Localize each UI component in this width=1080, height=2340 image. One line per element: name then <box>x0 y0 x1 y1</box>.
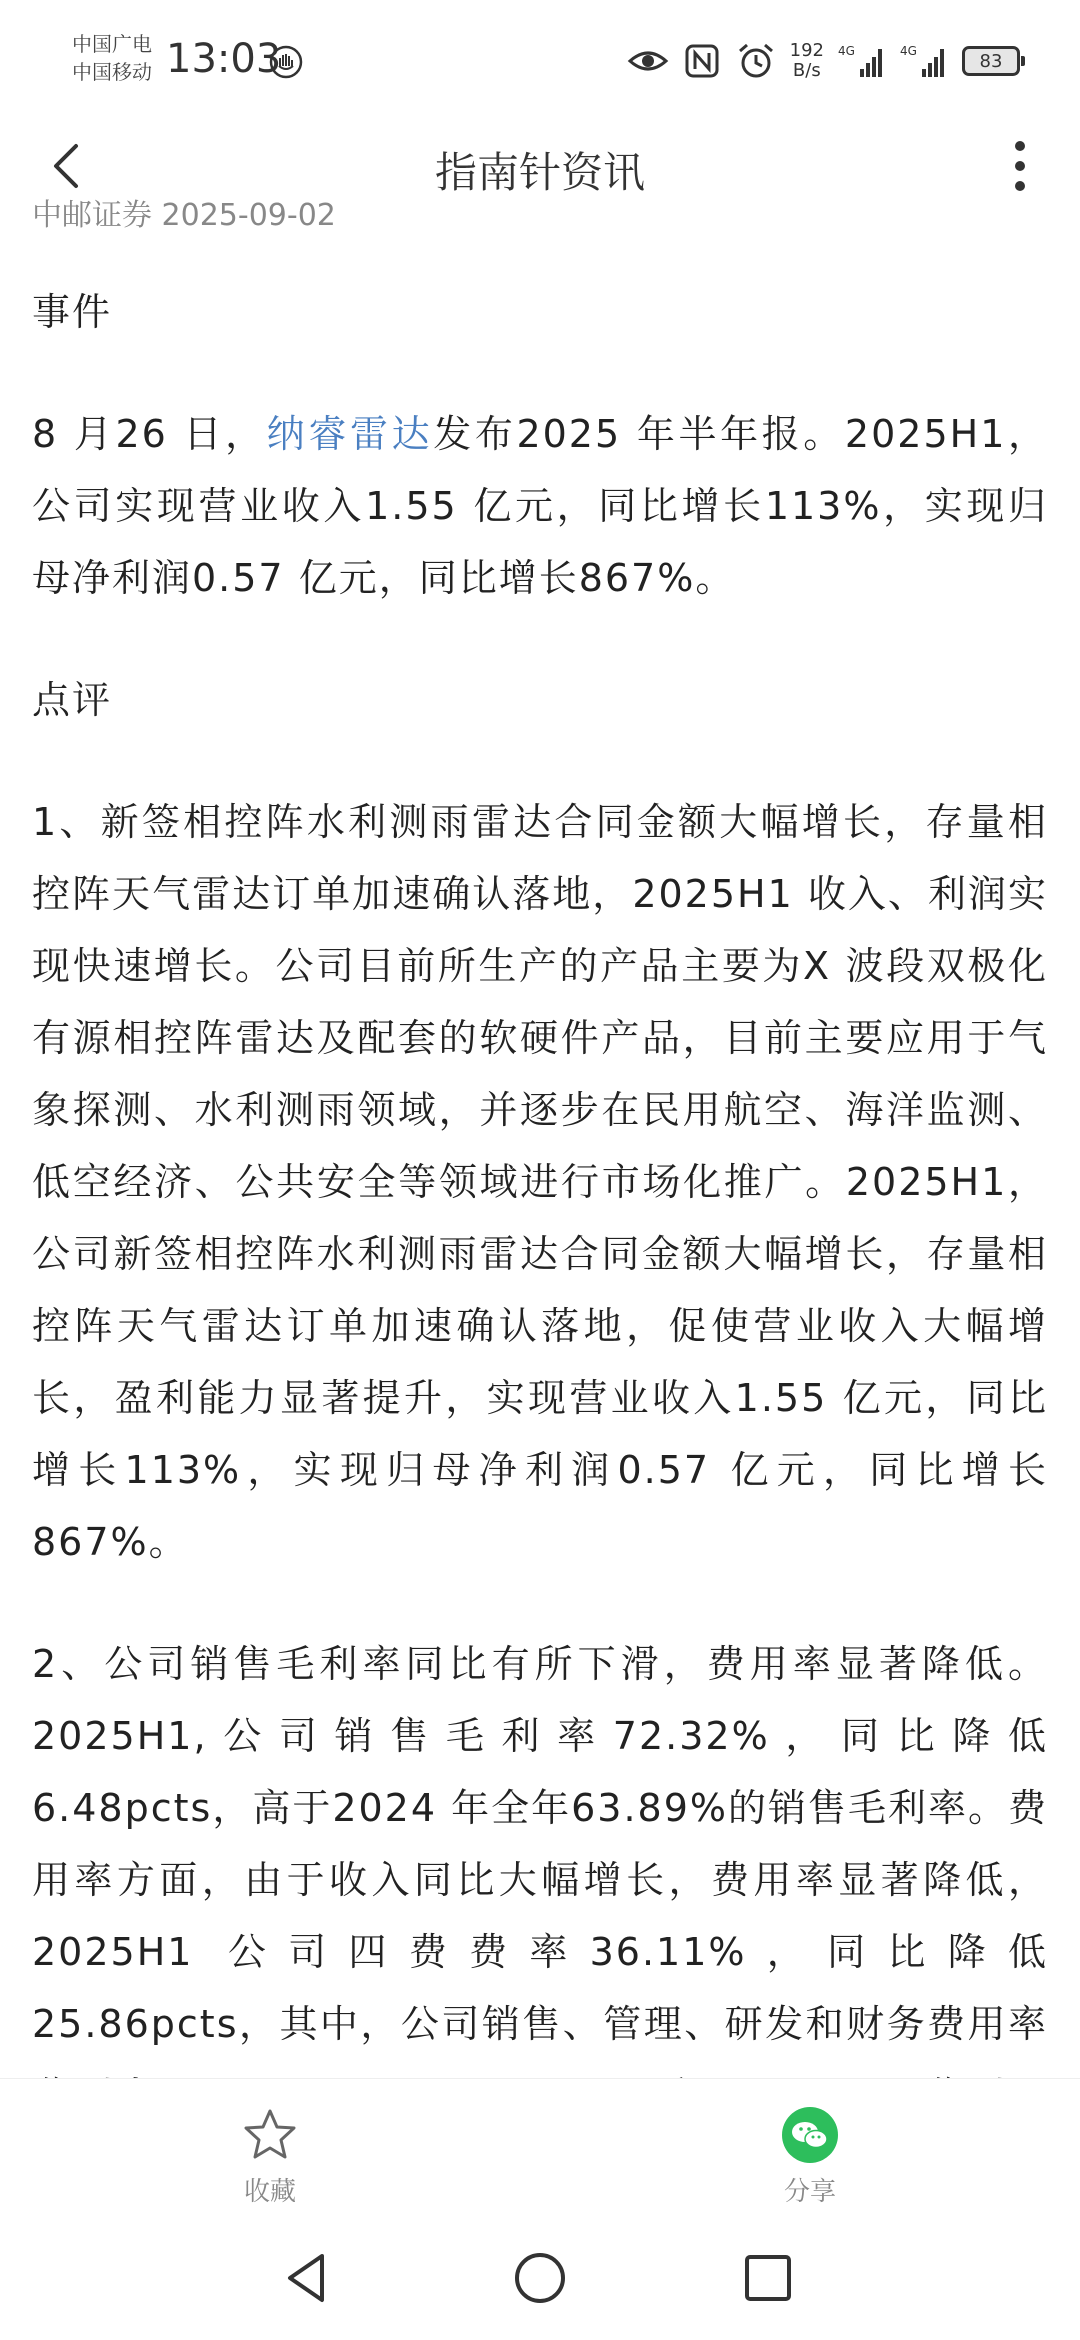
review-point-1: 1、新签相控阵水利测雨雷达合同金额大幅增长，存量相控阵天气雷达订单加速确认落地，2025H1 收入、利润实现快速增长。公司目前所生产的产品主要为X 波段双极化有源相控阵雷达及配套的软硬件产品，目前主要应用于气象探测、水利测雨领域，并逐步在民用航空、海洋监测、低空经济、公共安全等领域进行市场化推广。2025H1，公司新签相控阵水利测雨雷达合同金额大幅增长，存量相控阵天气雷达订单加速确认落地，促使营业收入大幅增长，盈利能力显著提升，实现营业收入1.55 亿元，同比增长113%，实现归母净利润0.57 亿元，同比增长867%。 <box>32 800 1048 1564</box>
share-button[interactable] <box>730 2105 890 2208</box>
article-source-date: 中邮证券 2025-09-02 <box>32 198 336 233</box>
section-heading-event: 事件 <box>32 290 113 334</box>
share-label: 分享 <box>783 2177 836 2207</box>
page-title: 指南针资讯 <box>434 148 645 197</box>
alarm-icon <box>736 41 776 81</box>
hand-icon <box>268 44 304 80</box>
battery-indicator: 83 <box>962 46 1020 76</box>
wechat-icon <box>780 2105 840 2165</box>
nav-recent-apps-icon[interactable] <box>736 2246 800 2310</box>
eye-icon <box>628 41 668 81</box>
favorite-button[interactable] <box>190 2105 350 2208</box>
status-indicators <box>628 38 1020 84</box>
event-text-before-link: 8 月26 日， <box>32 412 267 456</box>
system-nav-bar <box>0 2218 1080 2340</box>
event-paragraph <box>32 398 1048 614</box>
article-body[interactable] <box>0 198 1080 2078</box>
nav-home-icon[interactable] <box>508 2246 572 2310</box>
status-time: 13:03 <box>166 36 282 82</box>
favorite-label: 收藏 <box>243 2177 296 2207</box>
net-speed-value: 192 <box>789 40 824 61</box>
article-content <box>32 276 1048 2254</box>
signal-label-1: 4G <box>838 44 855 58</box>
net-speed <box>790 41 824 81</box>
nfc-icon <box>682 41 722 81</box>
review-point-2: 2、公司销售毛利率同比有所下滑，费用率显著降低。2025H1,公司销售毛利率72.32%，同比降低6.48pcts，高于2024 年全年63.89%的销售毛利率。费用率方面，由于收入同比大幅增长，费用率显著降低，2025H1 公司四费费率36.11%，同比降低25.86pcts，其中，公司销售、管理、研发和财务费用率 <box>32 1642 1049 2046</box>
net-speed-unit: B/s <box>792 60 821 81</box>
signal-icon <box>838 41 886 81</box>
stock-link-nari-radar[interactable]: 纳睿雷达 <box>266 412 434 456</box>
status-bar <box>0 0 1080 120</box>
bottom-action-bar <box>0 2078 1080 2219</box>
carrier-line-1: 中国广电 <box>72 32 152 56</box>
nav-back-icon[interactable] <box>276 2246 340 2310</box>
signal-icon-2 <box>900 41 948 81</box>
carrier-line-2: 中国移动 <box>72 60 152 84</box>
carrier-info <box>72 30 152 86</box>
star-icon <box>240 2105 300 2165</box>
event-text-after-link: 发布2025 年半年报。2025H1，公司实现营业收入1.55 亿元，同比增长113%，实现归母净利润0.57 亿元，同比增长867%。 <box>32 412 1048 600</box>
more-options-icon[interactable] <box>1000 136 1040 196</box>
signal-label-2: 4G <box>900 44 917 58</box>
section-heading-review: 点评 <box>32 678 113 722</box>
